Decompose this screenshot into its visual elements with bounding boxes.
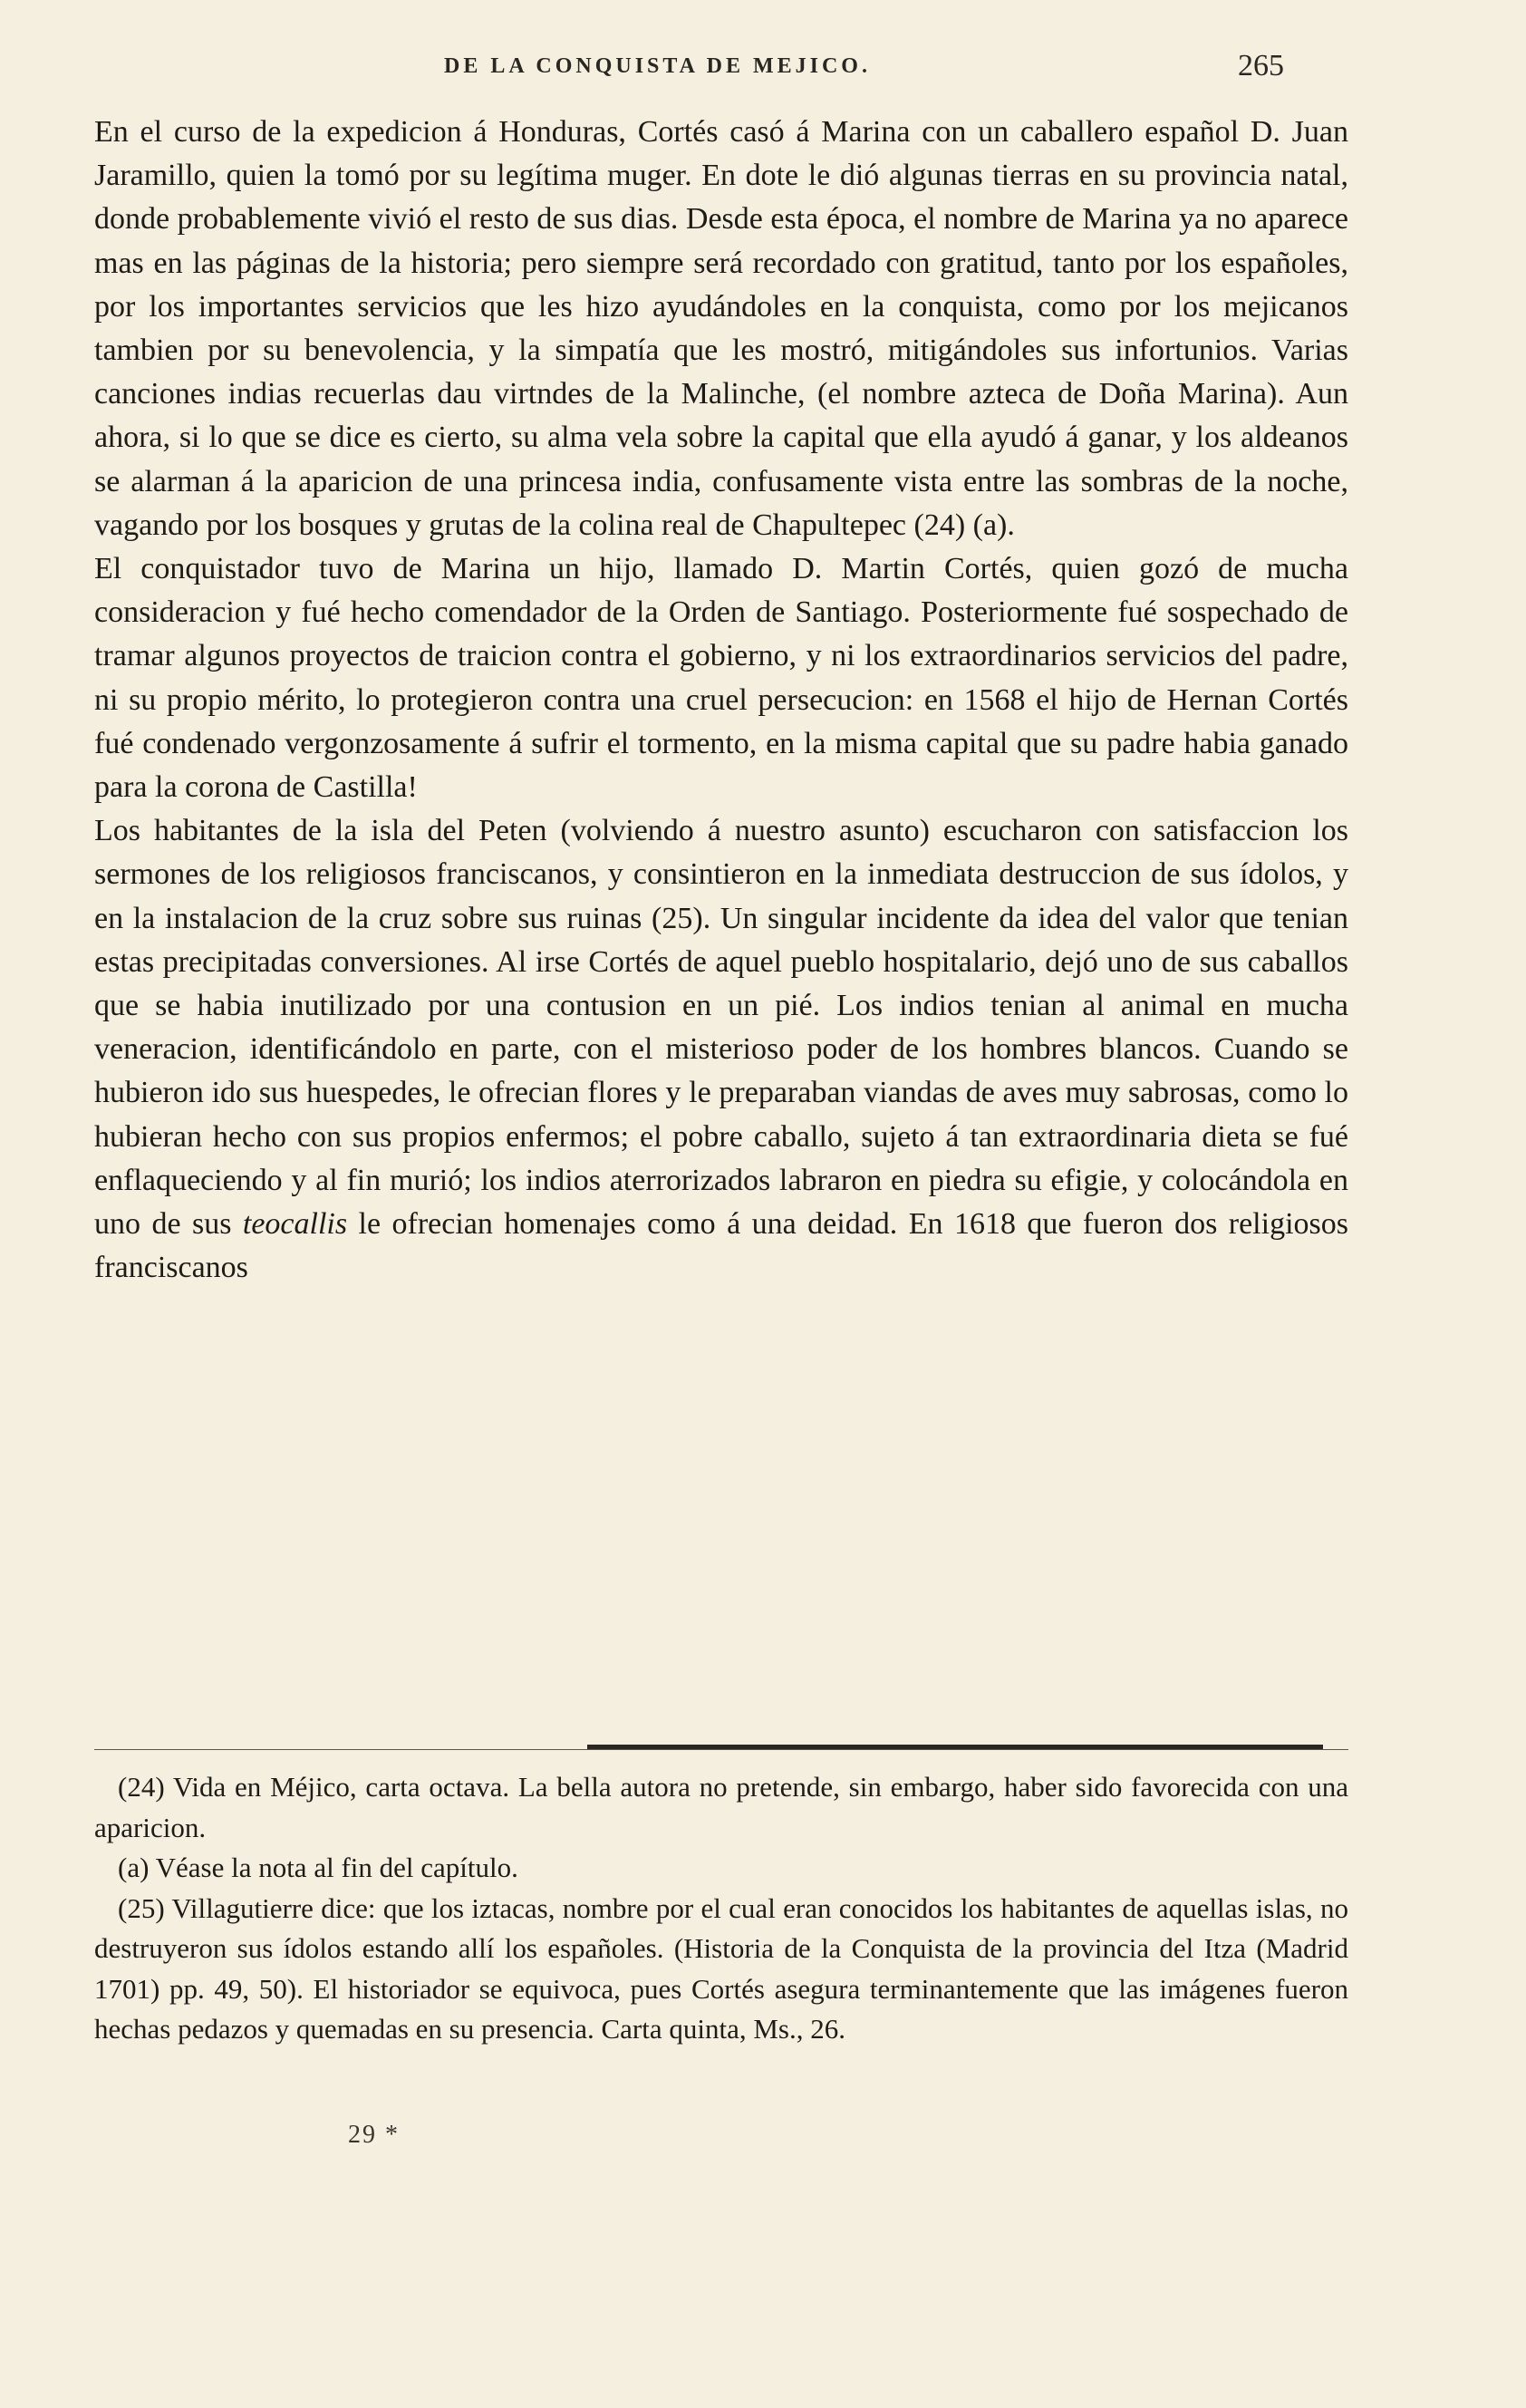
footnote-25: (25) Villagutierre dice: que los iztacas, nombre por el cual eran conocidos los habitantes de aquellas islas, no destruyeron sus ídolos estando allí los españoles. (Historia de la Conquista de la provincia del Itza (Madrid 1701) pp. 49, 50). El historiador se equivoca, pues Cortés asegura terminantemente que las imágenes fueron hechas pedazos y quemadas en su presencia. Carta quinta, Ms., 26. <box>94 1891 1348 2045</box>
page-number: 265 <box>1238 49 1284 82</box>
paragraph-1: En el curso de la expedicion á Honduras, Cortés casó á Marina con un caballero español D. Juan Jaramillo, quien la tomó por su legítima muger. En dote le dió algunas tierras en su provincia natal, donde probablemente vivió el resto de sus dias. Desde esta época, el nombre de Marina ya no aparece mas en las páginas de la historia; pero siempre será recordado con gratitud, tanto por los españoles, por los importantes servicios que les hizo ayudándoles en la conquista, como por los mejicanos tambien por su benevolencia, y la simpatía que les mostró, mitigándoles sus infortunios. Varias canciones indias recuerlas dau virtndes de la Malinche, (el nombre azteca de Doña Marina). Aun ahora, si lo que se dice es cierto, su alma vela sobre la capital que ella ayudó á ganar, y los aldeanos se alarman á la aparicion de una princesa india, confusamente vista entre las sombras de la noche, vagando por los bosques y grutas de la colina real de Chapultepec (24) (a). <box>94 115 1348 542</box>
paragraph-3 <box>94 809 1348 1290</box>
footnote-rule-thick <box>587 1745 1323 1749</box>
paragraph-2: El conquistador tuvo de Marina un hijo, llamado D. Martin Cortés, quien gozó de mucha consideracion y fué hecho comendador de la Orden de Santiago. Posteriormente fué sospechado de tramar algunos proyectos de traicion contra el gobierno, y ni los extraordinarios servicios del padre, ni su propio mérito, lo protegieron contra una cruel persecucion: en 1568 el hijo de Hernan Cortés fué condenado vergonzosamente á sufrir el tormento, en la misma capital que su padre habia ganado para la corona de Castilla! <box>94 552 1348 805</box>
running-title: DE LA CONQUISTA DE MEJICO. <box>444 54 871 78</box>
footnotes <box>94 1767 1348 2050</box>
body-text <box>94 111 1348 1290</box>
signature-mark: 29 * <box>348 2121 400 2149</box>
paragraph-3-text-a: Los habitantes de la isla del Peten (volviendo á nuestro asunto) escucharon con satisfaccion los sermones de los religiosos franciscanos, y consintieron en la inmediata destruccion de sus ídolos, y en la instalacion de la cruz sobre sus ruinas (25). Un singular incidente da idea del valor que tenian estas precipitadas conversiones. Al irse Cortés de aquel pueblo hospitalario, dejó uno de sus caballos que se habia inutilizado por una contusion en un pié. Los indios tenian al animal en mucha veneracion, identificándolo en parte, con el misterioso poder de los hombres blancos. Cuando se hubieron ido sus huespedes, le ofrecian flores y le preparaban viandas de aves muy sabrosas, como lo hubieran hecho con sus propios enfermos; el pobre caballo, sujeto á tan extraordinaria dieta se fué enflaqueciendo y al fin murió; los indios aterrorizados labraron en piedra su efigie, y colocándola en uno de sus <box>94 814 1348 1242</box>
footnote-rule-thin <box>94 1749 1348 1750</box>
page-header <box>0 49 1526 100</box>
paragraph-3-text-b: le ofrecian homenajes como á una deidad. En 1618 que fueron dos religiosos franciscanos <box>94 1207 1348 1285</box>
italic-term: teocallis <box>242 1207 348 1242</box>
footnote-24: (24) Vida en Méjico, carta octava. La bella autora no pretende, sin embargo, haber sido favorecida con una aparicion. <box>94 1771 1348 1843</box>
footnote-a: (a) Véase la nota al fin del capítulo. <box>118 1852 518 1883</box>
